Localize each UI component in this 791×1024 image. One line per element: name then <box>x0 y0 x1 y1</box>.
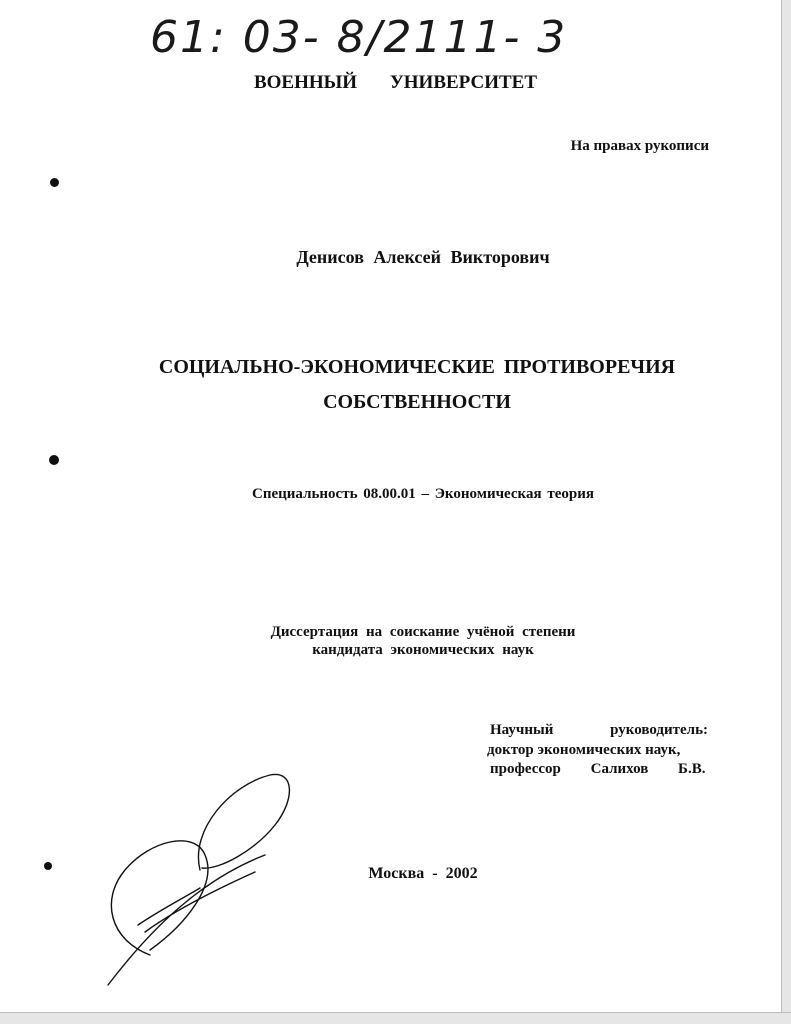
thesis-title-line-2: СОБСТВЕННОСТИ <box>323 391 511 413</box>
dissertation-line-2: кандидата экономических наук <box>312 642 534 658</box>
specialty-line: Специальность 08.00.01 – Экономическая теория <box>252 486 594 502</box>
binding-hole-mark <box>50 178 59 187</box>
dissertation-line-1: Диссертация на соискание учёной степени <box>270 624 576 640</box>
supervisor-label: Научный руководитель: <box>490 722 708 738</box>
university-name: ВОЕННЫЙ УНИВЕРСИТЕТ <box>253 72 538 93</box>
supervisor-degree: доктор экономических наук, <box>487 742 681 758</box>
thesis-title-line-1: СОЦИАЛЬНО-ЭКОНОМИЧЕСКИЕ ПРОТИВОРЕЧИЯ <box>158 356 676 378</box>
archive-stamp-code: 61: 03- 8/2111- 3 <box>150 12 568 63</box>
supervisor-name: профессор Салихов Б.В. <box>490 761 706 777</box>
scan-frame-bottom <box>0 1012 791 1024</box>
author-name: Денисов Алексей Викторович <box>296 247 550 267</box>
binding-hole-mark <box>49 455 59 465</box>
manuscript-note: На правах рукописи <box>570 138 709 154</box>
city-year: Москва - 2002 <box>368 865 478 882</box>
